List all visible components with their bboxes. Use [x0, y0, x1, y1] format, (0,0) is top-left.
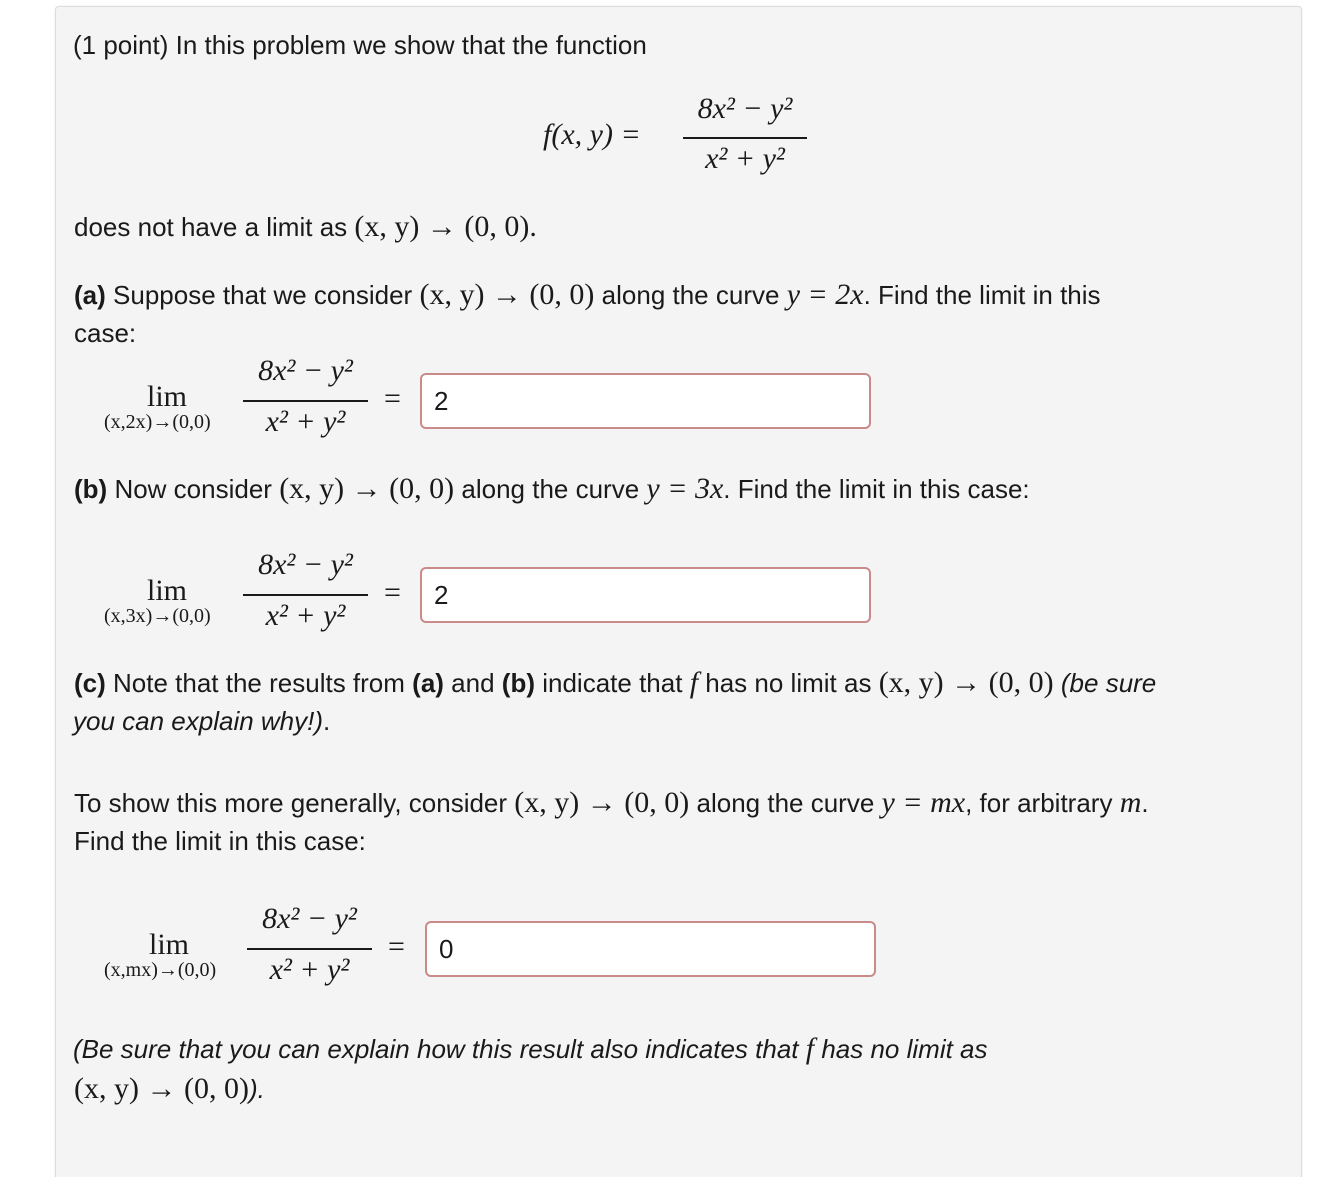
part-b-label: (b)	[74, 474, 108, 504]
main-numerator: 8x² − y²	[697, 92, 793, 125]
general-fraction	[247, 902, 372, 992]
part-c-label: (c)	[74, 668, 106, 698]
part-a-text-cont: case:	[74, 318, 137, 348]
part-a-denominator: x² + y²	[265, 405, 346, 438]
part-b-fraction	[243, 548, 368, 638]
closing-text-cont: (x, y) → (0, 0)).	[74, 1072, 265, 1105]
general-equals: =	[388, 930, 405, 963]
part-c-text: (c) Note that the results from (a) and (b) indicate that f has no limit as (x, y) → (0, 0) (be sure	[74, 666, 1157, 699]
general-text-cont: Find the limit in this case:	[74, 826, 366, 856]
part-a-fraction-bar	[243, 400, 368, 402]
main-fraction-bar	[683, 137, 807, 139]
general-lim: lim	[149, 928, 190, 961]
part-a-label: (a)	[74, 280, 106, 310]
points-label: (1 point)	[73, 30, 169, 60]
part-b-equals: =	[384, 576, 401, 609]
intro-line	[73, 30, 647, 61]
part-b-lim-subscript: (x,3x)→(0,0)	[104, 605, 211, 627]
part-c-text-cont: you can explain why!).	[73, 706, 331, 736]
part-a-fraction	[243, 354, 368, 444]
part-a-text: (a) Suppose that we consider (x, y) → (0, 0) along the curve y = 2x. Find the limit in this	[74, 278, 1101, 311]
general-numerator: 8x² − y²	[262, 902, 357, 935]
part-b-fraction-bar	[243, 594, 368, 596]
part-b-numerator: 8x² − y²	[258, 548, 353, 581]
part-a-lim-subscript: (x,2x)→(0,0)	[104, 411, 211, 433]
closing-text: (Be sure that you can explain how this result also indicates that f has no limit as	[73, 1032, 988, 1065]
part-a-numerator: 8x² − y²	[258, 354, 353, 387]
no-limit-statement: does not have a limit as (x, y) → (0, 0).	[74, 210, 537, 243]
part-b-denominator: x² + y²	[265, 599, 346, 632]
main-denominator: x² + y²	[705, 142, 785, 175]
general-answer-input[interactable]	[425, 921, 876, 977]
part-b-lim: lim	[147, 574, 188, 607]
part-b-answer-input[interactable]	[420, 567, 871, 623]
part-a-lim: lim	[147, 380, 188, 413]
intro-text: In this problem we show that the function	[175, 30, 647, 60]
main-fraction	[683, 92, 807, 182]
part-a-equals: =	[384, 382, 401, 415]
general-text: To show this more generally, consider (x, y) → (0, 0) along the curve y = mx, for arbitrary m.	[74, 786, 1149, 819]
general-lim-subscript: (x,mx)→(0,0)	[104, 959, 217, 981]
part-a-answer-input[interactable]	[420, 373, 871, 429]
function-lhs: f(x, y) =	[543, 118, 641, 151]
part-b-text: (b) Now consider (x, y) → (0, 0) along the curve y = 3x. Find the limit in this case:	[74, 472, 1030, 505]
general-fraction-bar	[247, 948, 372, 950]
general-denominator: x² + y²	[269, 953, 350, 986]
